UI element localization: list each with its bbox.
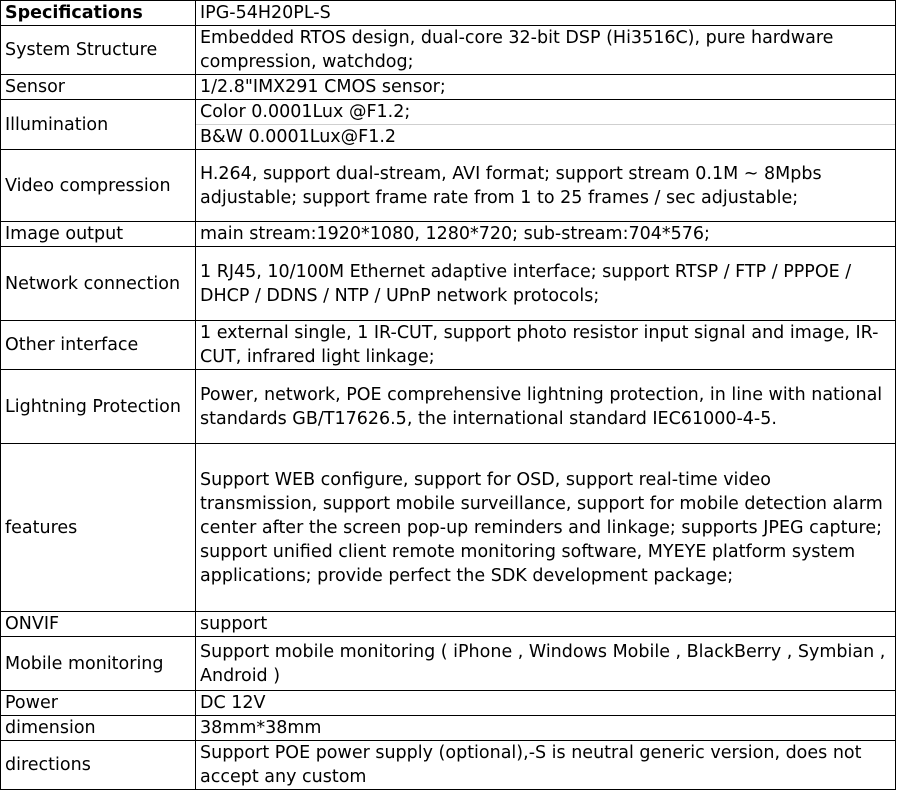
row-label: System Structure — [1, 26, 196, 75]
row-value: 1 external single, 1 IR-CUT, support photo resistor input signal and image, IR-CUT, infrared light linkage; — [196, 321, 896, 370]
table-row — [1, 637, 896, 691]
table-row — [1, 222, 896, 247]
table-row — [1, 716, 896, 741]
row-value: 1 RJ45, 10/100M Ethernet adaptive interface; support RTSP / FTP / PPPOE / DHCP / DDNS / NTP / UPnP network protocols; — [196, 247, 896, 321]
row-label: directions — [1, 741, 196, 790]
row-label: dimension — [1, 716, 196, 741]
table-row — [1, 370, 896, 444]
row-value: 1/2.8"IMX291 CMOS sensor; — [196, 75, 896, 100]
row-value: main stream:1920*1080, 1280*720; sub-stream:704*576; — [196, 222, 896, 247]
row-value: Support POE power supply (optional),-S is neutral generic version, does not accept any custom — [196, 741, 896, 790]
row-label: Image output — [1, 222, 196, 247]
row-label: Mobile monitoring — [1, 637, 196, 691]
header-label: Specifications — [1, 1, 196, 26]
table-row — [1, 26, 896, 75]
row-value: support — [196, 612, 896, 637]
row-value: Support mobile monitoring ( iPhone , Windows Mobile , BlackBerry , Symbian , Android ) — [196, 637, 896, 691]
row-value: 38mm*38mm — [196, 716, 896, 741]
row-value: Power, network, POE comprehensive lightning protection, in line with national standards GB/T17626.5, the international standard IEC61000-4-5. — [196, 370, 896, 444]
row-value — [196, 100, 896, 150]
row-label: ONVIF — [1, 612, 196, 637]
table-row — [1, 150, 896, 222]
table-row — [1, 100, 896, 150]
table-row — [1, 691, 896, 716]
table-header-row — [1, 1, 896, 26]
table-row — [1, 247, 896, 321]
table-row — [1, 321, 896, 370]
row-label: Other interface — [1, 321, 196, 370]
row-label: features — [1, 444, 196, 612]
table-row — [1, 75, 896, 100]
illumination-color: Color 0.0001Lux @F1.2; — [196, 100, 895, 125]
row-label: Power — [1, 691, 196, 716]
row-value: DC 12V — [196, 691, 896, 716]
table-row — [1, 741, 896, 790]
table-row — [1, 612, 896, 637]
row-label: Network connection — [1, 247, 196, 321]
row-label: Illumination — [1, 100, 196, 150]
table-row — [1, 444, 896, 612]
row-label: Video compression — [1, 150, 196, 222]
illumination-bw: B&W 0.0001Lux@F1.2 — [200, 127, 397, 147]
row-value: H.264, support dual-stream, AVI format; support stream 0.1M ~ 8Mpbs adjustable; support frame rate from 1 to 25 frames / sec adjustable; — [196, 150, 896, 222]
row-value: Embedded RTOS design, dual-core 32-bit DSP (Hi3516C), pure hardware compression, watchdog; — [196, 26, 896, 75]
row-label: Lightning Protection — [1, 370, 196, 444]
row-label: Sensor — [1, 75, 196, 100]
header-model: IPG-54H20PL-S — [196, 1, 896, 26]
row-value: Support WEB configure, support for OSD, support real-time video transmission, support mobile surveillance, support for mobile detection alarm center after the screen pop-up reminders and linkage; supports JPEG capture; support unified client remote monitoring software, MYEYE platform system applications; provide perfect the SDK development package; — [196, 444, 896, 612]
